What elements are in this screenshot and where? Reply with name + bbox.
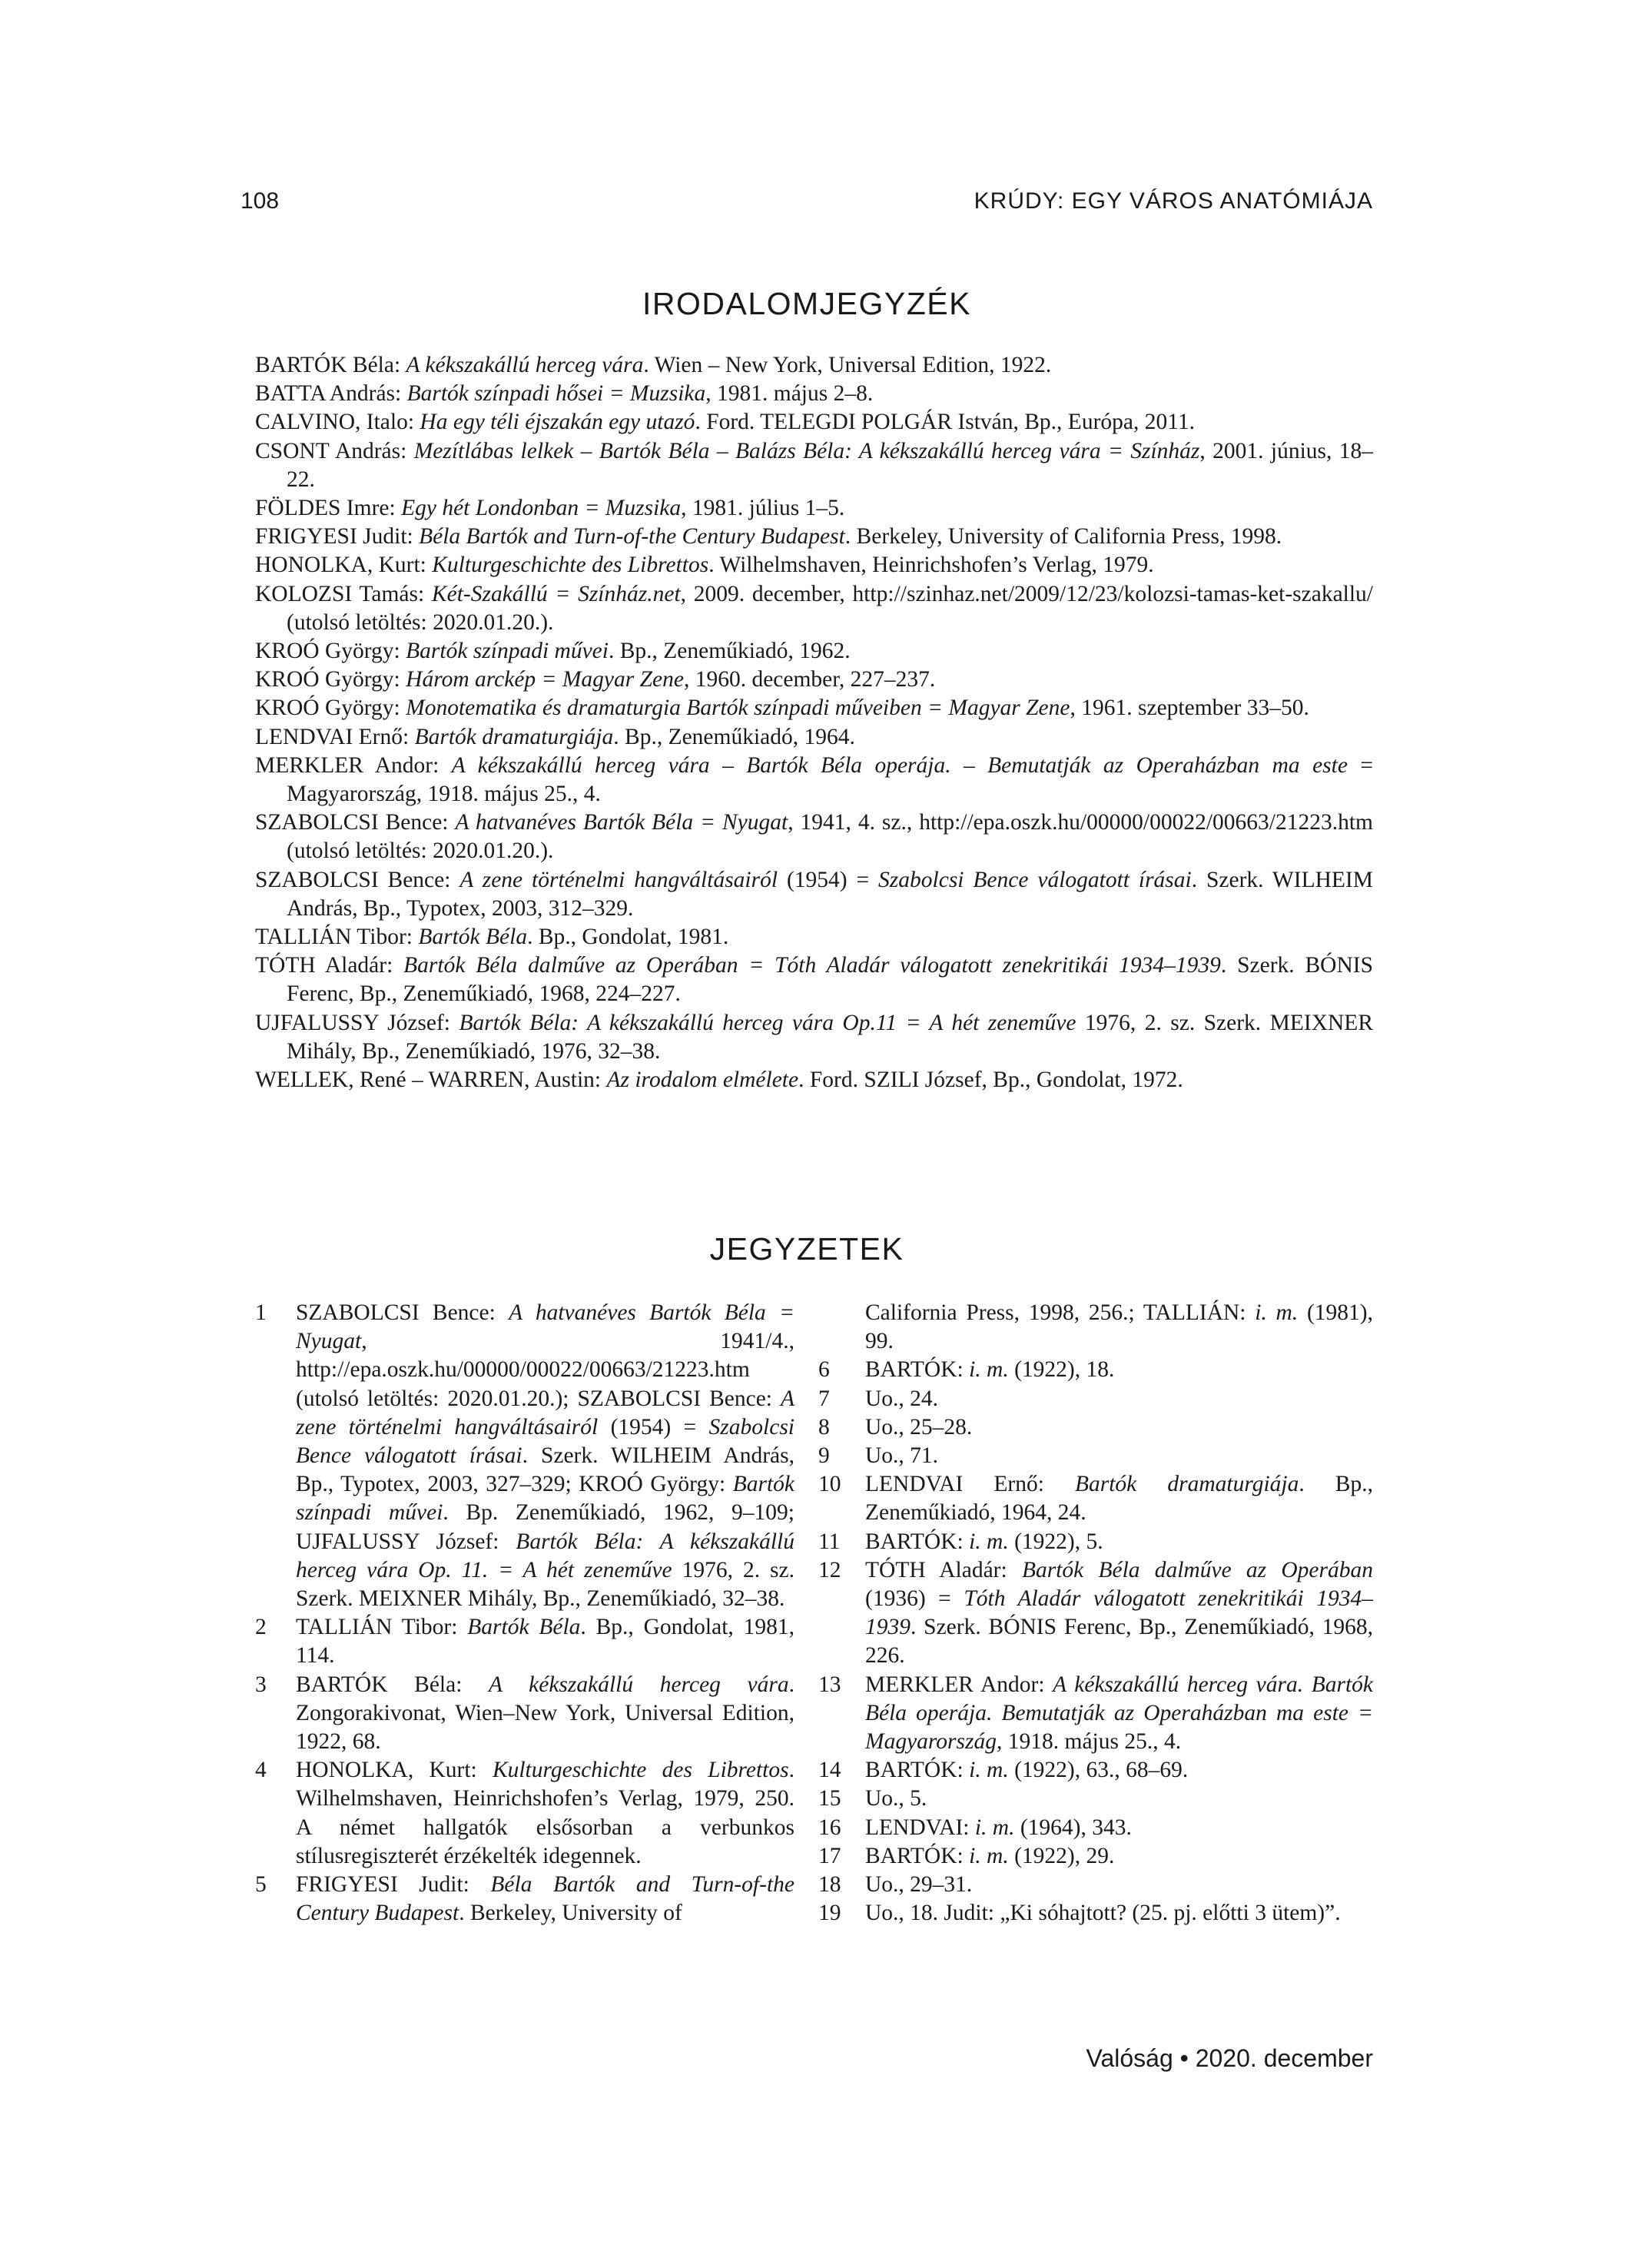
note-item: 15 Uo., 5.	[818, 1785, 1373, 1813]
note-number: 1	[255, 1300, 267, 1325]
notes-column-left	[255, 1299, 794, 1928]
bibliography-entry: KOLOZSI Tamás: Két-Szakállú = Színház.net, 2009. december, http://szinhaz.net/2009/12/23/kolozsi-tamas-ket-szakallu/ (utolsó letöltés: 2020.01.20.).	[255, 581, 1374, 635]
note-number: 18	[818, 1872, 841, 1898]
bibliography-entry: TALLIÁN Tibor: Bartók Béla. Bp., Gondolat, 1981.	[255, 925, 729, 950]
note-item: 14 BARTÓK: i. m. (1922), 63., 68–69.	[818, 1756, 1373, 1785]
note-number: 3	[255, 1672, 267, 1697]
bibliography-entry: SZABOLCSI Bence: A zene történelmi hangváltásairól (1954) = Szabolcsi Bence válogatott írásai. Szerk. WILHEIM András, Bp., Typotex, 2003, 312–329.	[255, 867, 1373, 921]
notes-heading: JEGYZETEK	[709, 1231, 904, 1267]
note-item: 10 LENDVAI Ernő: Bartók dramaturgiája. Bp., Zeneműkiadó, 1964, 24.	[818, 1472, 1373, 1526]
bibliography-entry: FÖLDES Imre: Egy hét Londonban = Muzsika, 1981. július 1–5.	[255, 496, 845, 521]
note-number: 7	[818, 1386, 830, 1411]
running-title: KRÚDY: EGY VÁROS ANATÓMIÁJA	[974, 188, 1373, 214]
bibliography-entry: MERKLER Andor: A kékszakállú herceg vára – Bartók Béla operája. – Bemutatják az Operaházban ma este = Magyarország, 1918. május 25., 4.	[255, 752, 1373, 807]
page-footer: Valóság • 2020. december	[1086, 2044, 1373, 2072]
bibliography-entry: CSONT András: Mezítlábas lelkek – Bartók Béla – Balázs Béla: A kékszakállú herceg vára = Színház, 2001. június, 18–22.	[255, 438, 1374, 492]
note-item: 5 FRIGYESI Judit: Béla Bartók and Turn-of-the Century Budapest. Berkeley, University of	[255, 1872, 794, 1926]
note-number: 4	[255, 1758, 267, 1783]
bibliography-entry: TÓTH Aladár: Bartók Béla dalműve az Operában = Tóth Aladár válogatott zenekritikái 1934–1939. Szerk. BÓNIS Ferenc, Bp., Zeneműkiadó, 1968, 224–227.	[255, 953, 1373, 1007]
note-item: 8 Uo., 25–28.	[818, 1413, 1373, 1442]
page-header	[240, 188, 1373, 219]
note-item: 19 Uo., 18. Judit: „Ki sóhajtott? (25. pj. előtti 3 ütem)”.	[818, 1899, 1373, 1928]
note-item: 12 TÓTH Aladár: Bartók Béla dalműve az Operában (1936) = Tóth Aladár válogatott zenekritikái 1934–1939. Szerk. BÓNIS Ferenc, Bp., Zeneműkiadó, 1968, 226.	[818, 1557, 1373, 1669]
bibliography-entry: BATTA András: Bartók színpadi hősei = Muzsika, 1981. május 2–8.	[255, 381, 874, 407]
note-item: 17 BARTÓK: i. m. (1922), 29.	[818, 1842, 1373, 1871]
bibliography-entry: HONOLKA, Kurt: Kulturgeschichte des Librettos. Wilhelmshaven, Heinrichshofen’s Verlag, 1979.	[255, 553, 1154, 578]
note-item: 4 HONOLKA, Kurt: Kulturgeschichte des Librettos. Wilhelmshaven, Heinrichshofen’s Verlag, 1979, 250. A német hallgatók elsősorban a verbunkos stílusregiszterét érzékelték idegennek.	[255, 1758, 794, 1868]
note-number: 14	[818, 1758, 841, 1783]
bibliography-entry: SZABOLCSI Bence: A hatvanéves Bartók Béla = Nyugat, 1941, 4. sz., http://epa.oszk.hu/00000/00022/00663/21223.htm (utolsó letöltés: 2020.01.20.).	[255, 810, 1373, 864]
bibliography-entry: BARTÓK Béla: A kékszakállú herceg vára. Wien – New York, Universal Edition, 1922.	[255, 353, 1052, 377]
note-number: 10	[818, 1472, 841, 1497]
bibliography-list	[255, 351, 1373, 1094]
note-number: 6	[818, 1357, 830, 1383]
page-number: 108	[240, 188, 280, 214]
bibliography-heading: IRODALOMJEGYZÉK	[642, 286, 971, 321]
note-item: 2 TALLIÁN Tibor: Bartók Béla. Bp., Gondolat, 1981, 114.	[255, 1615, 794, 1669]
note-number: 2	[255, 1615, 267, 1640]
bibliography-entry: CALVINO, Italo: Ha egy téli éjszakán egy utazó. Ford. TELEGDI POLGÁR István, Bp., Európa, 2011.	[255, 410, 1196, 435]
bibliography-entry: KROÓ György: Monotematika és dramaturgia Bartók színpadi műveiben = Magyar Zene, 1961. szeptember 33–50.	[255, 696, 1309, 721]
note-number: 5	[255, 1872, 267, 1898]
note-item: 11 BARTÓK: i. m. (1922), 5.	[818, 1528, 1373, 1556]
note-item: 18 Uo., 29–31.	[818, 1871, 1373, 1899]
bibliography-entry: FRIGYESI Judit: Béla Bartók and Turn-of-the Century Budapest. Berkeley, University of California Press, 1998.	[255, 524, 1282, 550]
bibliography-entry: KROÓ György: Három arckép = Magyar Zene, 1960. december, 227–237.	[255, 667, 936, 692]
note-number: 12	[818, 1557, 841, 1582]
note-number: 13	[818, 1672, 841, 1697]
note-number: 16	[818, 1815, 841, 1840]
note-number: 8	[818, 1414, 830, 1439]
note-item: 3 BARTÓK Béla: A kékszakállú herceg vára. Zongorakivonat, Wien–New York, Universal Edition, 1922, 68.	[255, 1672, 794, 1755]
note-number: 15	[818, 1786, 841, 1811]
note-continuation: California Press, 1998, 256.; TALLIÁN: i. m. (1981), 99.	[865, 1300, 1373, 1354]
note-item: 7 Uo., 24.	[818, 1385, 1373, 1413]
bibliography-entry: WELLEK, René – WARREN, Austin: Az irodalom elmélete. Ford. SZILI József, Bp., Gondolat, 1972.	[255, 1068, 1183, 1093]
note-item: 16 LENDVAI: i. m. (1964), 343.	[818, 1814, 1373, 1842]
note-number: 11	[818, 1529, 841, 1554]
notes-column-right	[818, 1299, 1373, 1928]
note-number: 17	[818, 1843, 841, 1868]
bibliography-entry: LENDVAI Ernő: Bartók dramaturgiája. Bp., Zeneműkiadó, 1964.	[255, 724, 855, 749]
note-number: 9	[818, 1443, 830, 1469]
note-item: 1 SZABOLCSI Bence: A hatvanéves Bartók Béla = Nyugat, 1941/4., http://epa.oszk.hu/00000/00022/00663/21223.htm (utolsó letöltés: 2020.01.20.); SZABOLCSI Bence: A zene történelmi hangváltásairól (1954) = Szabolcsi Bence válogatott írásai. Szerk. WILHEIM András, Bp., Typotex, 2003, 327–329; KROÓ György: Bartók színpadi művei. Bp. Zeneműkiadó, 1962, 9–109; UJFALUSSY József: Bartók Béla: A kékszakállú herceg vára Op. 11. = A hét zeneműve 1976, 2. sz. Szerk. MEIXNER Mihály, Bp., Zeneműkiadó, 32–38.	[255, 1300, 794, 1612]
note-item: 9 Uo., 71.	[818, 1442, 1373, 1470]
bibliography-entry: KROÓ György: Bartók színpadi művei. Bp., Zeneműkiadó, 1962.	[255, 639, 851, 664]
bibliography-entry: UJFALUSSY József: Bartók Béla: A kékszakállú herceg vára Op.11 = A hét zeneműve 1976, 2. sz. Szerk. MEIXNER Mihály, Bp., Zeneműkiadó, 1976, 32–38.	[255, 1010, 1374, 1064]
note-number: 19	[818, 1901, 841, 1926]
note-item: 6 BARTÓK: i. m. (1922), 18.	[818, 1356, 1373, 1384]
note-item: 13 MERKLER Andor: A kékszakállú herceg vára. Bartók Béla operája. Bemutatják az Operaházban ma este = Magyarország, 1918. május 25., 4.	[818, 1672, 1373, 1755]
